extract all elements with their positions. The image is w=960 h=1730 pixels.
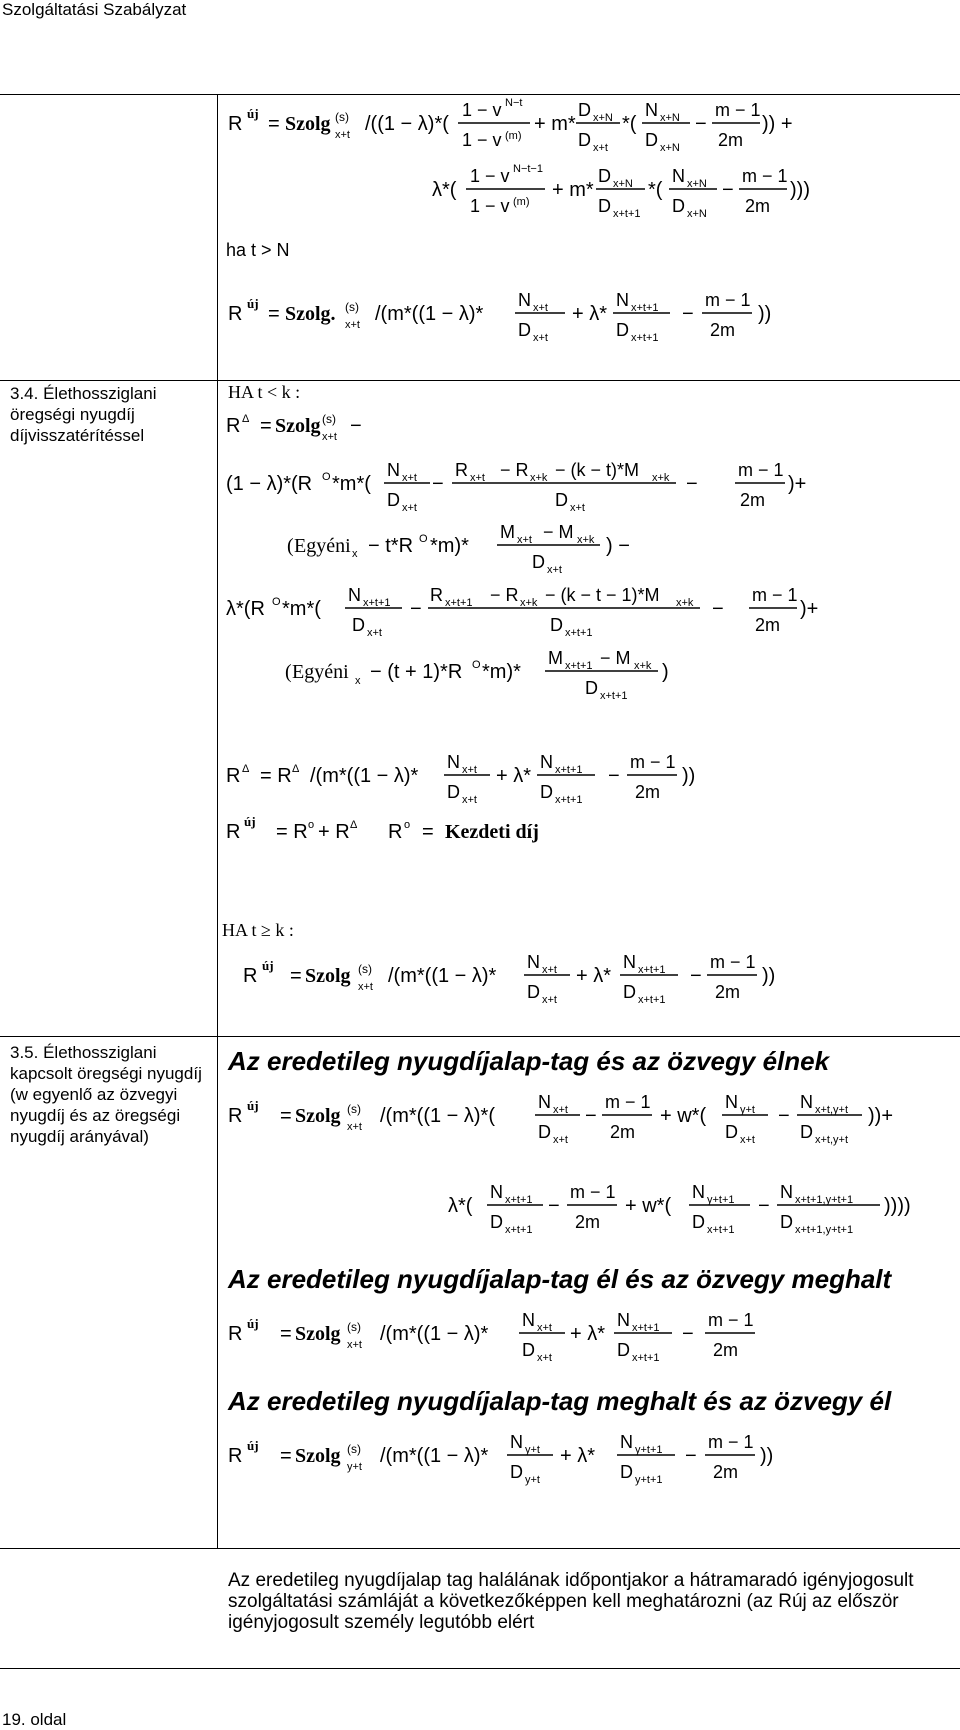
svg-text:*m*(: *m*( [332, 473, 371, 495]
svg-text:N: N [623, 952, 636, 972]
svg-text:N: N [620, 1432, 633, 1452]
svg-text:x+t: x+t [345, 319, 360, 331]
svg-text:x+k: x+k [652, 472, 670, 484]
svg-text:x+t: x+t [553, 1104, 568, 1116]
svg-text:−: − [778, 1105, 790, 1127]
svg-text:−: − [682, 303, 694, 325]
svg-text:x+k: x+k [676, 597, 694, 609]
svg-text:2m: 2m [710, 320, 736, 340]
svg-text:)))): )))) [884, 1195, 911, 1217]
svg-text:=: = [280, 1445, 292, 1467]
svg-text:új: új [244, 814, 256, 829]
svg-text:(s): (s) [347, 1442, 361, 1456]
svg-text:(1 − λ)*(R: (1 − λ)*(R [226, 473, 313, 495]
svg-text:m − 1: m − 1 [708, 1432, 754, 1452]
svg-text:−: − [685, 1445, 697, 1467]
svg-text:=: = [260, 415, 272, 437]
svg-text:D: D [617, 1340, 630, 1360]
svg-text:2m: 2m [713, 1340, 739, 1360]
svg-text:− t*R: − t*R [368, 535, 414, 557]
svg-text:x: x [352, 548, 358, 560]
svg-text:N: N [538, 1092, 551, 1112]
svg-text:D: D [645, 130, 658, 150]
svg-text:N: N [617, 1310, 630, 1330]
svg-text:N−t: N−t [505, 97, 523, 109]
svg-text:D: D [518, 320, 531, 340]
svg-text:x+k: x+k [634, 660, 652, 672]
svg-text:/(m*((1 − λ)*: /(m*((1 − λ)* [388, 965, 497, 987]
svg-text:O: O [322, 471, 331, 483]
svg-text:))+: ))+ [868, 1105, 893, 1127]
svg-text:R: R [226, 821, 241, 843]
svg-text:=: = [268, 303, 280, 325]
svg-text:x+t+1: x+t+1 [631, 302, 659, 314]
svg-text:M: M [548, 648, 563, 668]
svg-text:x+t+1: x+t+1 [707, 1224, 735, 1236]
svg-text:=: = [290, 965, 302, 987]
svg-text:+ m*: + m* [552, 179, 594, 201]
heading-both-alive: Az eredetileg nyugdíjalap-tag és az özvegy élnek [228, 1046, 830, 1076]
svg-text:m − 1: m − 1 [738, 460, 784, 480]
svg-text:D: D [522, 1340, 535, 1360]
svg-text:− R: − R [490, 585, 519, 605]
svg-text:Szolg: Szolg [305, 965, 351, 987]
svg-text:−: − [432, 473, 444, 495]
svg-text:D: D [352, 615, 365, 635]
svg-text:(: ( [287, 535, 294, 557]
svg-text:x+k: x+k [530, 472, 548, 484]
svg-text:− (t + 1)*R: − (t + 1)*R [370, 661, 463, 683]
svg-text:−: − [686, 473, 698, 495]
svg-text:x+t+1: x+t+1 [505, 1224, 533, 1236]
svg-text:D: D [447, 782, 460, 802]
svg-text:x+t: x+t [533, 332, 548, 344]
svg-text:/(m*((1 − λ)*: /(m*((1 − λ)* [375, 303, 484, 325]
svg-text:(s): (s) [345, 300, 359, 314]
svg-text:R: R [228, 1323, 243, 1345]
svg-text:x+N: x+N [593, 112, 613, 124]
svg-text:+ R: + R [318, 821, 350, 843]
svg-text:x+t: x+t [553, 1134, 568, 1146]
svg-text:R: R [226, 765, 241, 787]
svg-text:)): )) [760, 1445, 774, 1467]
svg-text:D: D [780, 1212, 793, 1232]
svg-text:y+t+1: y+t+1 [707, 1194, 735, 1206]
svg-text:új: új [247, 1316, 259, 1331]
svg-text:(: ( [285, 661, 292, 683]
svg-text:)): )) [762, 965, 776, 987]
svg-text:) −: ) − [606, 535, 630, 557]
svg-text:x+t: x+t [358, 981, 373, 993]
svg-text:−: − [585, 1105, 597, 1127]
svg-text:2m: 2m [755, 615, 781, 635]
svg-text:N: N [510, 1432, 523, 1452]
svg-text:=: = [280, 1105, 292, 1127]
svg-text:D: D [538, 1122, 551, 1142]
svg-text:−: − [690, 965, 702, 987]
svg-text:N: N [387, 460, 400, 480]
svg-text:= R: = R [276, 821, 308, 843]
svg-text:−: − [712, 598, 724, 620]
svg-text:Szolg: Szolg [275, 415, 321, 437]
svg-text:új: új [247, 106, 259, 121]
svg-text:)+: )+ [800, 598, 819, 620]
svg-text:=: = [280, 1323, 292, 1345]
svg-text:+ λ*: + λ* [496, 765, 532, 787]
svg-text:N: N [616, 290, 629, 310]
svg-text:2m: 2m [575, 1212, 601, 1232]
svg-text:R: R [388, 821, 403, 843]
svg-text:Δ: Δ [242, 763, 250, 775]
svg-text:(s): (s) [322, 412, 336, 426]
svg-text:+ w*(: + w*( [660, 1105, 707, 1127]
condition-t-gt-n: ha t > N [226, 240, 290, 260]
svg-text:x+t: x+t [547, 564, 562, 576]
svg-text:x+N: x+N [660, 112, 680, 124]
svg-text:N: N [725, 1092, 738, 1112]
svg-text:x+t,y+t: x+t,y+t [815, 1104, 849, 1116]
svg-text:− R: − R [500, 460, 529, 480]
svg-text:R: R [228, 113, 243, 135]
svg-text:N: N [692, 1182, 705, 1202]
svg-text:D: D [555, 490, 568, 510]
svg-text:*m)*: *m)* [430, 535, 469, 557]
heading-member-alive: Az eredetileg nyugdíjalap-tag él és az özvegy meghalt [228, 1264, 892, 1294]
svg-text:)): )) [758, 303, 772, 325]
svg-text:D: D [598, 166, 611, 186]
svg-text:N: N [780, 1182, 793, 1202]
svg-text:1 − v: 1 − v [462, 100, 502, 120]
svg-text:): ) [662, 661, 669, 683]
svg-text:N: N [518, 290, 531, 310]
svg-text:x+t: x+t [462, 764, 477, 776]
svg-text:M: M [500, 522, 515, 542]
svg-text:x+t: x+t [347, 1121, 362, 1133]
svg-text:R: R [243, 965, 258, 987]
svg-text:+ w*(: + w*( [625, 1195, 672, 1217]
svg-text:(s): (s) [347, 1320, 361, 1334]
svg-text:x+t+1: x+t+1 [613, 208, 641, 220]
svg-text:+ λ*: + λ* [576, 965, 612, 987]
svg-text:x+k: x+k [520, 597, 538, 609]
row-label-3-5: 3.5. Élethossziglani kapcsolt öregségi nyugdíj (w egyenlő az özvegyi nyugdíj és az öregségi nyugdíj arányával) [10, 1043, 202, 1146]
egyeni-text-1: Egyéni [294, 535, 351, 557]
svg-text:*(: *( [648, 179, 663, 201]
svg-text:2m: 2m [713, 1462, 739, 1482]
svg-text:Szolg.: Szolg. [285, 303, 336, 325]
row-label-3-4: 3.4. Élethossziglani öregségi nyugdíj díjvisszatérítéssel [10, 384, 157, 445]
svg-text:x+N: x+N [687, 178, 707, 190]
svg-text:D: D [800, 1122, 813, 1142]
svg-text:R: R [228, 1445, 243, 1467]
svg-text:x+t+1: x+t+1 [555, 794, 583, 806]
svg-text:2m: 2m [740, 490, 766, 510]
svg-text:x+t: x+t [322, 431, 337, 443]
svg-text:1 − v: 1 − v [470, 196, 510, 216]
svg-text:Δ: Δ [350, 819, 358, 831]
svg-text:−: − [350, 415, 362, 437]
svg-text:−: − [758, 1195, 770, 1217]
svg-text:λ*(: λ*( [432, 179, 457, 201]
svg-text:Szolg: Szolg [295, 1323, 341, 1345]
svg-text:−: − [682, 1323, 694, 1345]
svg-text:D: D [527, 982, 540, 1002]
svg-text:D: D [672, 196, 685, 216]
svg-text:O: O [419, 533, 428, 545]
svg-text:−: − [722, 179, 734, 201]
svg-text:új: új [247, 296, 259, 311]
svg-text:R: R [228, 303, 243, 325]
kezdeti-dij-text: Kezdeti díj [445, 821, 539, 843]
svg-text:x+t+1: x+t+1 [631, 332, 659, 344]
svg-text:x+t+1,y+t+1: x+t+1,y+t+1 [795, 1194, 854, 1206]
svg-text:x+t+1: x+t+1 [445, 597, 473, 609]
svg-text:− M: − M [543, 522, 574, 542]
svg-text:−: − [548, 1195, 560, 1217]
svg-text:))): ))) [790, 179, 810, 201]
svg-text:R: R [228, 1105, 243, 1127]
svg-text:D: D [578, 100, 591, 120]
svg-text:új: új [247, 1098, 259, 1113]
szolg-text: Szolg [285, 113, 331, 135]
svg-text:D: D [510, 1462, 523, 1482]
svg-text:y+t+1: y+t+1 [635, 1444, 663, 1456]
svg-text:y+t: y+t [525, 1474, 540, 1486]
svg-text:N: N [490, 1182, 503, 1202]
svg-text:x+t: x+t [537, 1352, 552, 1364]
svg-text:m − 1: m − 1 [742, 166, 788, 186]
svg-text:D: D [692, 1212, 705, 1232]
svg-text:*m)*: *m)* [482, 661, 521, 683]
svg-text:új: új [262, 958, 274, 973]
svg-text:)+: )+ [788, 473, 807, 495]
svg-text:új: új [247, 1438, 259, 1453]
svg-text:2m: 2m [610, 1122, 636, 1142]
svg-text:x+t: x+t [740, 1134, 755, 1146]
svg-text:− M: − M [600, 648, 631, 668]
svg-text:R: R [455, 460, 468, 480]
svg-text:Δ: Δ [292, 763, 300, 775]
svg-text:= R: = R [260, 765, 292, 787]
svg-text:2m: 2m [715, 982, 741, 1002]
svg-text:x+t+1: x+t+1 [638, 964, 666, 976]
svg-text:−: − [608, 765, 620, 787]
svg-text:x+t+1: x+t+1 [638, 994, 666, 1006]
svg-text:+ m*: + m* [534, 113, 576, 135]
svg-text:N−t−1: N−t−1 [513, 163, 543, 175]
svg-text:x+t: x+t [470, 472, 485, 484]
svg-text:/(m*((1 − λ)*: /(m*((1 − λ)* [380, 1323, 489, 1345]
svg-text:m − 1: m − 1 [605, 1092, 651, 1112]
svg-text:x+t+1: x+t+1 [565, 627, 593, 639]
svg-text:O: O [472, 659, 481, 671]
svg-text:x+t: x+t [517, 534, 532, 546]
svg-text:D: D [623, 982, 636, 1002]
svg-text:x+t: x+t [570, 502, 585, 514]
svg-text:D: D [540, 782, 553, 802]
svg-text:x+t: x+t [402, 502, 417, 514]
svg-text:m − 1: m − 1 [752, 585, 798, 605]
svg-text:x+t+1,y+t+1: x+t+1,y+t+1 [795, 1224, 854, 1236]
svg-text:x+t: x+t [347, 1339, 362, 1351]
svg-text:(s): (s) [347, 1102, 361, 1116]
svg-text:m − 1: m − 1 [570, 1182, 616, 1202]
body-paragraph: Az eredetileg nyugdíjalap tag halálának időpontjakor a hátramaradó igényjogosult szolgáltatási számláját a következőképpen kell meghatározni (az Rúj az először igényjogosult személy legutóbb elért [228, 1570, 914, 1633]
svg-text:Δ: Δ [242, 413, 250, 425]
svg-text:x+t: x+t [533, 302, 548, 314]
svg-text:x+t: x+t [542, 964, 557, 976]
svg-text:2m: 2m [635, 782, 661, 802]
svg-text:N: N [522, 1310, 535, 1330]
svg-text:R: R [226, 415, 241, 437]
svg-text:m − 1: m − 1 [705, 290, 751, 310]
svg-text:x+t+1: x+t+1 [505, 1194, 533, 1206]
svg-text:o: o [404, 819, 411, 831]
svg-text:x: x [355, 675, 361, 687]
svg-text:N: N [348, 585, 361, 605]
svg-text:D: D [550, 615, 563, 635]
svg-text:x+k: x+k [577, 534, 595, 546]
egyeni-text-2: Egyéni [292, 661, 349, 683]
svg-text:/(m*((1 − λ)*(: /(m*((1 − λ)*( [380, 1105, 495, 1127]
svg-text:λ*(R: λ*(R [226, 598, 265, 620]
svg-text:N: N [527, 952, 540, 972]
svg-text:x+N: x+N [613, 178, 633, 190]
svg-text:x+t: x+t [335, 129, 350, 141]
svg-text:D: D [532, 552, 545, 572]
svg-text:R: R [430, 585, 443, 605]
svg-text:+ λ*: + λ* [560, 1445, 596, 1467]
condition-t-lt-k: HA t < k : [228, 382, 301, 402]
formula-rows-3 [227, 1046, 911, 1486]
svg-text:x+t,y+t: x+t,y+t [815, 1134, 849, 1146]
svg-text:(s): (s) [358, 962, 372, 976]
svg-text:m − 1: m − 1 [630, 752, 676, 772]
svg-text:/((1 − λ)*(: /((1 − λ)*( [365, 113, 449, 135]
svg-text:x+t+1: x+t+1 [632, 1322, 660, 1334]
svg-text:λ*(: λ*( [448, 1195, 473, 1217]
svg-text:m − 1: m − 1 [708, 1310, 754, 1330]
svg-text:x+t+1: x+t+1 [565, 660, 593, 672]
svg-text:x+t: x+t [537, 1322, 552, 1334]
svg-text:Szolg: Szolg [295, 1445, 341, 1467]
svg-text:−: − [410, 598, 422, 620]
svg-text:m − 1: m − 1 [710, 952, 756, 972]
svg-text:(m): (m) [513, 196, 530, 208]
svg-text:N: N [540, 752, 553, 772]
svg-text:D: D [725, 1122, 738, 1142]
svg-text:N: N [645, 100, 658, 120]
svg-text:(m): (m) [505, 130, 522, 142]
svg-text:2m: 2m [745, 196, 771, 216]
svg-text:x+t: x+t [367, 627, 382, 639]
svg-text:1 − v: 1 − v [470, 166, 510, 186]
page-header: Szolgáltatási Szabályzat [2, 0, 187, 19]
formula-rows-1 [226, 97, 810, 344]
svg-text:*m*(: *m*( [282, 598, 321, 620]
svg-text:D: D [616, 320, 629, 340]
svg-text:−: − [695, 113, 707, 135]
svg-text:x+t: x+t [593, 142, 608, 154]
svg-text:D: D [387, 490, 400, 510]
svg-text:/(m*((1 − λ)*: /(m*((1 − λ)* [310, 765, 419, 787]
svg-text:o: o [308, 819, 315, 831]
svg-text:x+t: x+t [462, 794, 477, 806]
svg-text:D: D [578, 130, 591, 150]
svg-text:m − 1: m − 1 [715, 100, 761, 120]
svg-text:− (k − t − 1)*M: − (k − t − 1)*M [545, 585, 660, 605]
svg-text:N: N [447, 752, 460, 772]
svg-text:Szolg: Szolg [295, 1105, 341, 1127]
svg-text:N: N [672, 166, 685, 186]
svg-text:)): )) [682, 765, 696, 787]
svg-text:x+t+1: x+t+1 [555, 764, 583, 776]
svg-text:D: D [598, 196, 611, 216]
svg-text:x+N: x+N [660, 142, 680, 154]
formula-rows-2 [222, 382, 818, 1006]
svg-text:)) +: )) + [762, 113, 793, 135]
svg-text:+ λ*: + λ* [572, 303, 608, 325]
svg-text:O: O [272, 596, 281, 608]
svg-text:D: D [620, 1462, 633, 1482]
svg-text:− (k − t)*M: − (k − t)*M [555, 460, 640, 480]
condition-t-ge-k: HA t ≥ k : [222, 920, 294, 940]
svg-text:N: N [800, 1092, 813, 1112]
svg-text:2m: 2m [718, 130, 744, 150]
svg-text:=: = [268, 113, 280, 135]
svg-text:1 − v: 1 − v [462, 130, 502, 150]
svg-text:y+t: y+t [740, 1104, 755, 1116]
svg-text:D: D [490, 1212, 503, 1232]
heading-widow-alive: Az eredetileg nyugdíjalap-tag meghalt és az özvegy él [228, 1386, 892, 1416]
svg-text:x+N: x+N [687, 208, 707, 220]
svg-text:x+t+1: x+t+1 [600, 690, 628, 702]
svg-text:*(: *( [622, 113, 637, 135]
svg-text:x+t: x+t [542, 994, 557, 1006]
svg-text:(s): (s) [335, 110, 349, 124]
svg-text:x+t+1: x+t+1 [632, 1352, 660, 1364]
svg-text:+ λ*: + λ* [570, 1323, 606, 1345]
svg-text:y+t: y+t [347, 1461, 362, 1473]
page-number: 19. oldal [2, 1710, 67, 1729]
svg-text:y+t+1: y+t+1 [635, 1474, 663, 1486]
svg-text:y+t: y+t [525, 1444, 540, 1456]
svg-text:D: D [585, 678, 598, 698]
svg-text:x+t+1: x+t+1 [363, 597, 391, 609]
svg-text:/(m*((1 − λ)*: /(m*((1 − λ)* [380, 1445, 489, 1467]
svg-text:=: = [422, 821, 434, 843]
svg-text:x+t: x+t [402, 472, 417, 484]
